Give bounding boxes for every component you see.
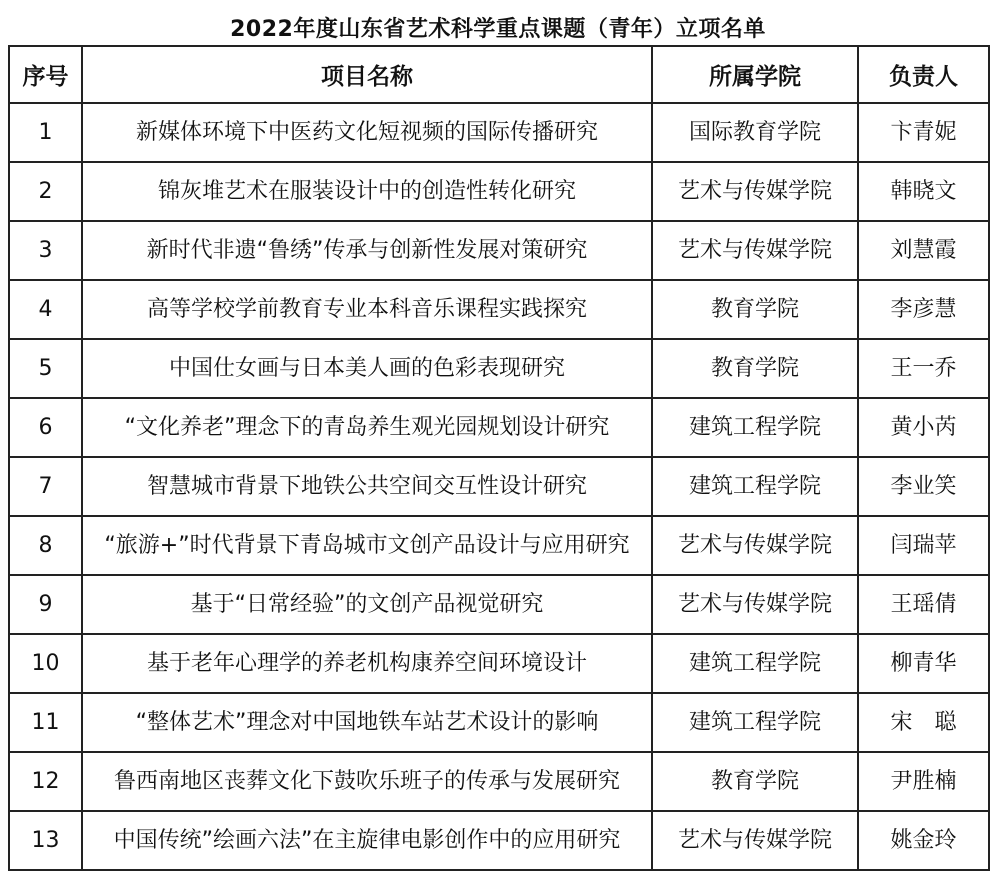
table-row: [9, 693, 989, 752]
table-row: [9, 457, 989, 516]
cell-school: 建筑工程学院: [652, 634, 858, 693]
header-leader: 负责人: [858, 46, 989, 103]
table-row: [9, 811, 989, 870]
cell-name: 新媒体环境下中医药文化短视频的国际传播研究: [82, 103, 652, 162]
cell-no: 3: [9, 221, 82, 280]
table-header-row: [9, 46, 989, 103]
header-school: 所属学院: [652, 46, 858, 103]
cell-school: 教育学院: [652, 752, 858, 811]
cell-leader: 柳青华: [858, 634, 989, 693]
cell-leader: 尹胜楠: [858, 752, 989, 811]
cell-leader: 王一乔: [858, 339, 989, 398]
table-row: [9, 103, 989, 162]
cell-name: 中国传统”绘画六法”在主旋律电影创作中的应用研究: [82, 811, 652, 870]
cell-no: 1: [9, 103, 82, 162]
project-table: [8, 45, 990, 871]
cell-leader: 姚金玲: [858, 811, 989, 870]
cell-name: 基于老年心理学的养老机构康养空间环境设计: [82, 634, 652, 693]
table-row: [9, 221, 989, 280]
cell-school: 国际教育学院: [652, 103, 858, 162]
table-row: [9, 162, 989, 221]
header-no: 序号: [9, 46, 82, 103]
cell-no: 13: [9, 811, 82, 870]
cell-no: 5: [9, 339, 82, 398]
cell-leader: 李业笑: [858, 457, 989, 516]
cell-leader: 闫瑞苹: [858, 516, 989, 575]
cell-name: 新时代非遗“鲁绣”传承与创新性发展对策研究: [82, 221, 652, 280]
cell-school: 艺术与传媒学院: [652, 811, 858, 870]
cell-leader: 韩晓文: [858, 162, 989, 221]
cell-name: 高等学校学前教育专业本科音乐课程实践探究: [82, 280, 652, 339]
cell-school: 艺术与传媒学院: [652, 575, 858, 634]
cell-leader: 卞青妮: [858, 103, 989, 162]
cell-no: 4: [9, 280, 82, 339]
cell-school: 艺术与传媒学院: [652, 162, 858, 221]
cell-name: “文化养老”理念下的青岛养生观光园规划设计研究: [82, 398, 652, 457]
cell-leader: 王瑶倩: [858, 575, 989, 634]
cell-school: 建筑工程学院: [652, 693, 858, 752]
cell-no: 10: [9, 634, 82, 693]
cell-name: 智慧城市背景下地铁公共空间交互性设计研究: [82, 457, 652, 516]
cell-school: 教育学院: [652, 339, 858, 398]
cell-name: “整体艺术”理念对中国地铁车站艺术设计的影响: [82, 693, 652, 752]
cell-no: 8: [9, 516, 82, 575]
table-row: [9, 280, 989, 339]
cell-no: 11: [9, 693, 82, 752]
table-row: [9, 398, 989, 457]
cell-no: 7: [9, 457, 82, 516]
cell-leader: 刘慧霞: [858, 221, 989, 280]
cell-leader: 黄小芮: [858, 398, 989, 457]
cell-no: 2: [9, 162, 82, 221]
cell-no: 12: [9, 752, 82, 811]
cell-name: 鲁西南地区丧葬文化下鼓吹乐班子的传承与发展研究: [82, 752, 652, 811]
cell-school: 艺术与传媒学院: [652, 221, 858, 280]
cell-leader: 宋 聪: [858, 693, 989, 752]
cell-name: 基于“日常经验”的文创产品视觉研究: [82, 575, 652, 634]
cell-school: 艺术与传媒学院: [652, 516, 858, 575]
cell-school: 建筑工程学院: [652, 457, 858, 516]
cell-leader: 李彦慧: [858, 280, 989, 339]
cell-school: 建筑工程学院: [652, 398, 858, 457]
table-row: [9, 516, 989, 575]
cell-no: 9: [9, 575, 82, 634]
table-row: [9, 575, 989, 634]
header-name: 项目名称: [82, 46, 652, 103]
cell-name: 锦灰堆艺术在服装设计中的创造性转化研究: [82, 162, 652, 221]
cell-name: “旅游+”时代背景下青岛城市文创产品设计与应用研究: [82, 516, 652, 575]
table-row: [9, 339, 989, 398]
page-title: 2022年度山东省艺术科学重点课题（青年）立项名单: [230, 17, 766, 42]
cell-name: 中国仕女画与日本美人画的色彩表现研究: [82, 339, 652, 398]
cell-school: 教育学院: [652, 280, 858, 339]
cell-no: 6: [9, 398, 82, 457]
table-row: [9, 752, 989, 811]
table-row: [9, 634, 989, 693]
